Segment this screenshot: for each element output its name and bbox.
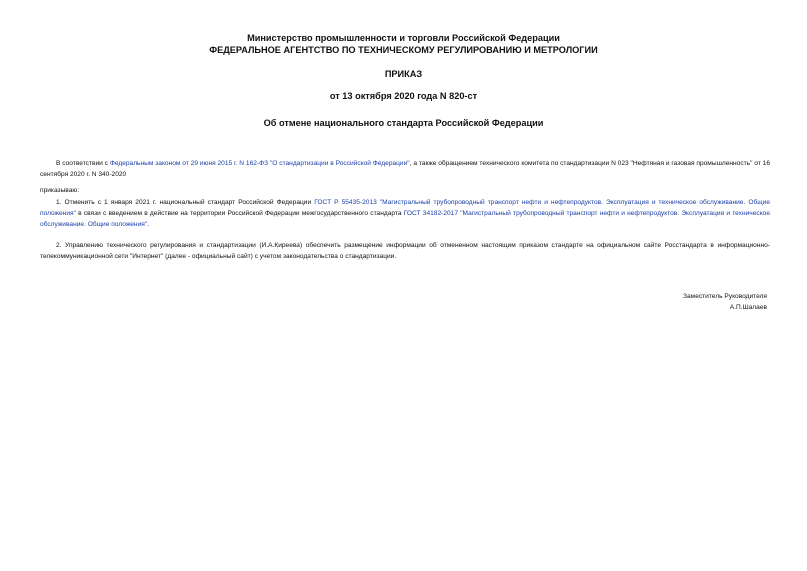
item-1-prefix: 1. Отменить с 1 января 2021 г. национальный стандарт Российской Федерации [56, 199, 315, 206]
ministry-heading: Министерство промышленности и торговли Российской Федерации [247, 33, 560, 43]
item-1-middle: в связи с введением в действие на территории Российской Федерации межгосударственного стандарта [75, 210, 404, 217]
item-1-suffix: . [147, 221, 150, 228]
document-type-heading: ПРИКАЗ [384, 69, 423, 79]
federal-law-link[interactable]: Федеральным законом от 29 июня 2015 г. N 162-ФЗ "О стандартизации в Российской Федерации" [109, 160, 410, 167]
preamble-suffix: , а также обращением технического комитета по стандартизации N 023 "Нефтяная и газовая промышленность" от 16 сентября 2020 г. N 340-2020 [40, 160, 770, 178]
paragraph-item-1 [40, 197, 770, 230]
gost-34182-link[interactable]: ГОСТ 34182-2017 "Магистральный трубопроводный транспорт нефти и нефтепродуктов. Эксплуатация и техническое обслуживание. Общие положения" [40, 210, 770, 228]
paragraph-order-word: приказываю: [40, 187, 80, 194]
preamble-prefix: В соответствии с [56, 160, 110, 167]
gost-r-55435-link[interactable]: ГОСТ Р 55435-2013 "Магистральный трубопроводный транспорт нефти и нефтепродуктов. Эксплуатация и техническое обслуживание. Общие положения" [40, 199, 771, 217]
paragraph-item-2: 2. Управлению технического регулирования и стандартизации (И.А.Киреева) обеспечить размещение информации об отмененном настоящим приказом стандарте на официальном сайте Росстандарта в информационно-телекоммуникационной сети "Интернет" (далее - официальный сайт) с учетом законодательства о стандартизации. [40, 242, 770, 260]
document-date-heading: от 13 октября 2020 года N 820-ст [329, 91, 478, 101]
paragraph-preamble [40, 158, 770, 180]
signatory-name: А.П.Шалаев [729, 304, 767, 311]
document-subject-heading: Об отмене национального стандарта Российской Федерации [263, 118, 544, 128]
agency-heading: ФЕДЕРАЛЬНОЕ АГЕНТСТВО ПО ТЕХНИЧЕСКОМУ РЕГУЛИРОВАНИЮ И МЕТРОЛОГИИ [209, 45, 598, 55]
signatory-title: Заместитель Руководителя [683, 293, 767, 300]
